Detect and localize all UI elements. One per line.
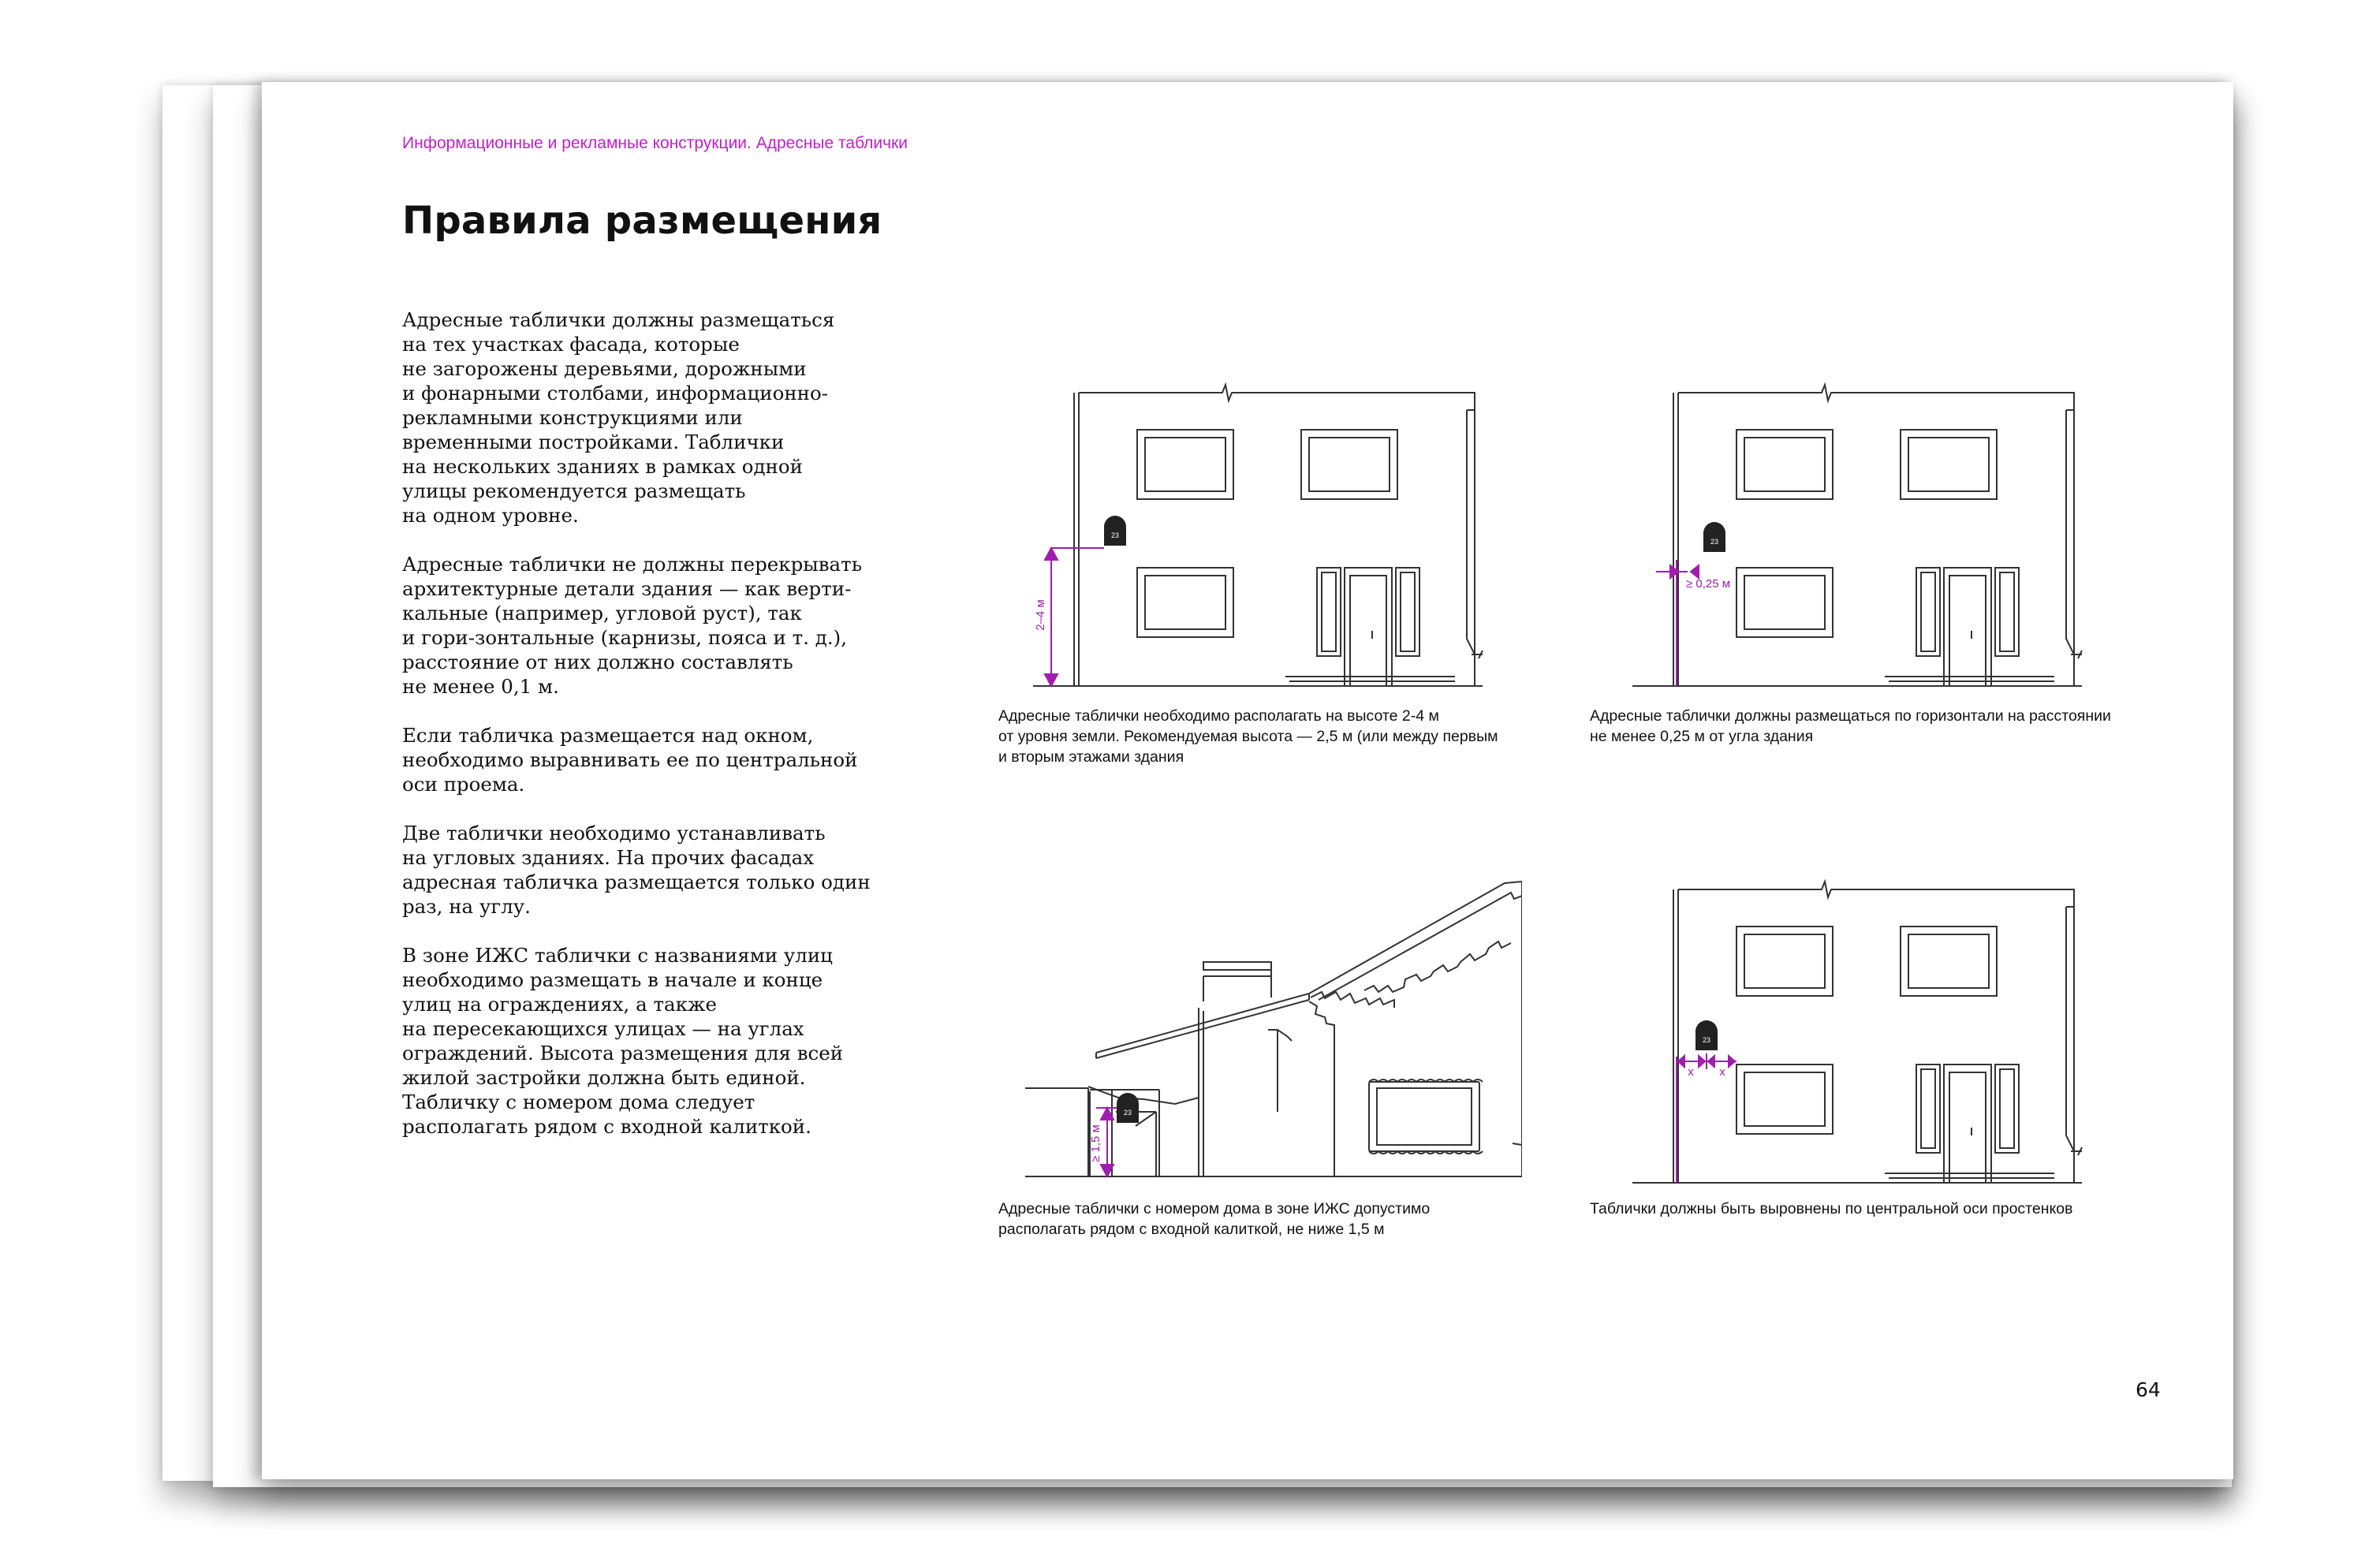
address-plate-icon <box>1703 522 1725 552</box>
address-plate-icon <box>1117 1093 1139 1123</box>
dimension-label: ≥ 1,5 м <box>1089 1124 1102 1162</box>
dimension-label: x <box>1719 1065 1725 1079</box>
paragraph: Адресные таблички не должны перекрывать архитектурные детали здания — как верти- кальные (например, угловой руст), так и гори-зонтальные (карнизы, пояса и т. д.), расстояние от них должно составлять не менее 0,1 м. <box>402 553 863 698</box>
paragraph: Если табличка размещается над окном, необходимо выравнивать ее по центральной оси проема. <box>402 724 858 796</box>
dimension-label: x <box>1688 1065 1694 1079</box>
paragraph: Адресные таблички должны размещаться на тех участках фасада, которые не загорожены деревьями, дорожными и фонарными столбами, информационно- рекламными конструкциями или временными постройками. Таблички на нескольких зданиях в рамках одной улицы рекомендуется размещать на одном уровне. <box>402 308 835 527</box>
address-plate-icon <box>1104 516 1126 546</box>
figure-caption: Адресные таблички с номером дома в зоне ИЖС допустимо располагать рядом с входной калиткой, не ниже 1,5 м <box>998 1200 1431 1238</box>
running-head: Информационные и рекламные конструкции. Адресные таблички <box>402 134 908 152</box>
plate-number: 23 <box>1110 531 1120 539</box>
page-number: 64 <box>2136 1378 2161 1401</box>
private-house-drawing <box>1017 875 1522 1191</box>
plate-number: 23 <box>1123 1109 1132 1117</box>
paragraph: В зоне ИЖС таблички с названиями улиц необходимо размещать в начале и конце улиц на ограждениях, а также на пересекающихся улицах — на углах ограждений. Высота размещения для всей жилой застройки должна быть единой. Табличку с номером дома следует располагать рядом с входной калиткой. <box>402 944 844 1138</box>
body-text <box>402 308 875 1163</box>
page-title: Правила размещения <box>402 199 882 243</box>
address-plate-icon <box>1695 1020 1718 1050</box>
plate-number: 23 <box>1702 1036 1711 1044</box>
facade-drawing-height <box>1025 378 1514 694</box>
paragraph: Две таблички необходимо устанавливать на угловых зданиях. На прочих фасадах адресная табличка размещается только один раз, на углу. <box>402 822 871 918</box>
facade-drawing-offset <box>1625 378 2113 694</box>
dimension-label: 2–4 м <box>1034 599 1047 631</box>
figure-caption: Таблички должны быть выровнены по центральной оси простенков <box>1590 1200 2073 1217</box>
figure-caption: Адресные таблички необходимо располагать на высоте 2-4 м от уровня земли. Рекомендуемая высота — 2,5 м (или между первым и вторым этажами здания <box>998 707 1498 766</box>
dimension-label: ≥ 0,25 м <box>1686 577 1731 591</box>
facade-drawing-pier-axis <box>1625 875 2113 1191</box>
figure-caption: Адресные таблички должны размещаться по горизонтали на расстоянии не менее 0,25 м от угла здания <box>1590 707 2111 745</box>
plate-number: 23 <box>1710 538 1719 546</box>
